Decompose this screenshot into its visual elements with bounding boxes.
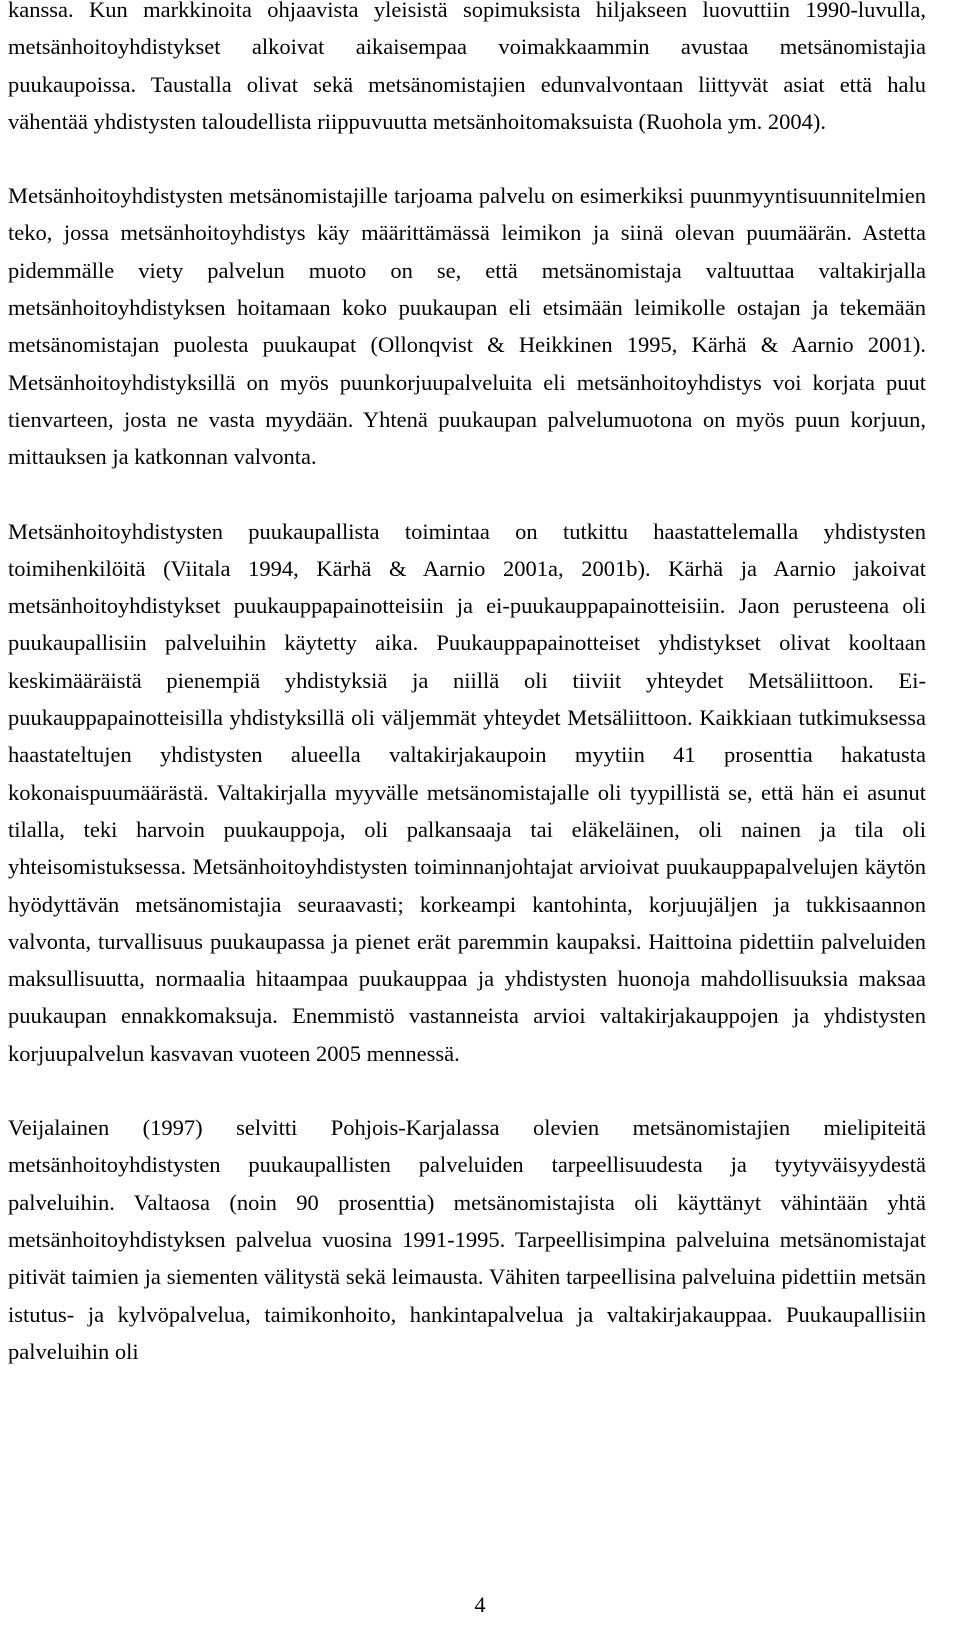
document-page — [8, 0, 926, 1370]
paragraph-forest-associations-history: kanssa. Kun markkinoita ohjaavista yleisistä sopimuksista hiljakseen luovuttiin 1990-luvulla, metsänhoitoyhdistykset alkoivat aikaisempaa voimakkaammin avustaa metsänomistajia puukaupoissa. Taustalla olivat sekä metsänomistajien edunvalvontaan liittyvät asiat että halu vähentää yhdistysten taloudellista riippuvuutta metsänhoitomaksuista (Ruohola ym. 2004). — [8, 0, 926, 134]
paragraph-timber-trade-research: Metsänhoitoyhdistysten puukaupallista toimintaa on tutkittu haastattelemalla yhdistysten toimihenkilöitä (Viitala 1994, Kärhä & Aarnio 2001a, 2001b). Kärhä ja Aarnio jakoivat metsänhoitoyhdistykset puukauppapainotteisiin ja ei-puukauppapainotteisiin. Jaon perusteena oli puukaupallisiin palveluihin käytetty aika. Puukauppapainotteiset yhdistykset olivat kooltaan keskimääräistä pienempiä yhdistyksiä ja niillä oli tiiviit yhteydet Metsäliittoon. Ei-puukauppapainotteisilla yhdistyksillä oli väljemmät yhteydet Metsäliittoon. Kaikkiaan tutkimuksessa haastateltujen yhdistysten alueella valtakirjakaupoin myytiin 41 prosenttia hakatusta kokonaispuumäärästä. Valtakirjalla myyvälle metsänomistajalle oli tyypillistä se, että hän ei asunut tilalla, teki harvoin puukauppoja, oli palkansaaja tai eläkeläinen, oli nainen ja tila oli yhteisomistuksessa. Metsänhoitoyhdistysten toiminnanjohtajat arvioivat puukauppapalvelujen käytön hyödyttävän metsänomistajia seuraavasti; korkeampi kantohinta, korjuujäljen ja tukkisaannon valvonta, turvallisuus puukaupassa ja pienet erät paremmin kaupaksi. Haittoina pidettiin palveluiden maksullisuutta, normaalia hitaampaa puukauppaa ja yhdistysten huonoja mahdollisuuksia maksaa puukaupan ennakkomaksuja. Enemmistö vastanneista arvioi valtakirjakauppojen ja yhdistysten korjuupalvelun kasvavan vuoteen 2005 mennessä. — [8, 518, 926, 1066]
paragraph-services: Metsänhoitoyhdistysten metsänomistajille tarjoama palvelu on esimerkiksi puunmyyntisuunnitelmien teko, jossa metsänhoitoyhdistys käy määrittämässä leimikon ja siinä olevan puumäärän. Astetta pidemmälle viety palvelun muoto on se, että metsänomistaja valtuuttaa valtakirjalla metsänhoitoyhdistyksen hoitamaan koko puukaupan eli etsimään leimikolle ostajan ja tekemään metsänomistajan puolesta puukaupat (Ollonqvist & Heikkinen 1995, Kärhä & Aarnio 2001). Metsänhoitoyhdistyksillä on myös puunkorjuupalveluita eli metsänhoitoyhdistys voi korjata puut tienvarteen, josta ne vasta myydään. Yhtenä puukaupan palvelumuotona on myös puun korjuun, mittauksen ja katkonnan valvonta. — [8, 183, 926, 470]
page-number: 4 — [474, 1592, 486, 1617]
paragraph-veijalainen-study: Veijalainen (1997) selvitti Pohjois-Karjalassa olevien metsänomistajien mielipiteitä metsänhoitoyhdistysten puukaupallisten palveluiden tarpeellisuudesta ja tyytyväisyydestä palveluihin. Valtaosa (noin 90 prosenttia) metsänomistajista oli käyttänyt vähintään yhtä metsänhoitoyhdistyksen palvelua vuosina 1991-1995. Tarpeellisimpina palveluina metsänomistajat pitivät taimien ja siementen välitystä sekä leimausta. Vähiten tarpeellisina palveluina pidettiin metsän istutus- ja kylvöpalvelua, taimikonhoito, hankintapalvelua ja valtakirjakauppaa. Puukaupallisiin palveluihin oli — [8, 1115, 926, 1364]
